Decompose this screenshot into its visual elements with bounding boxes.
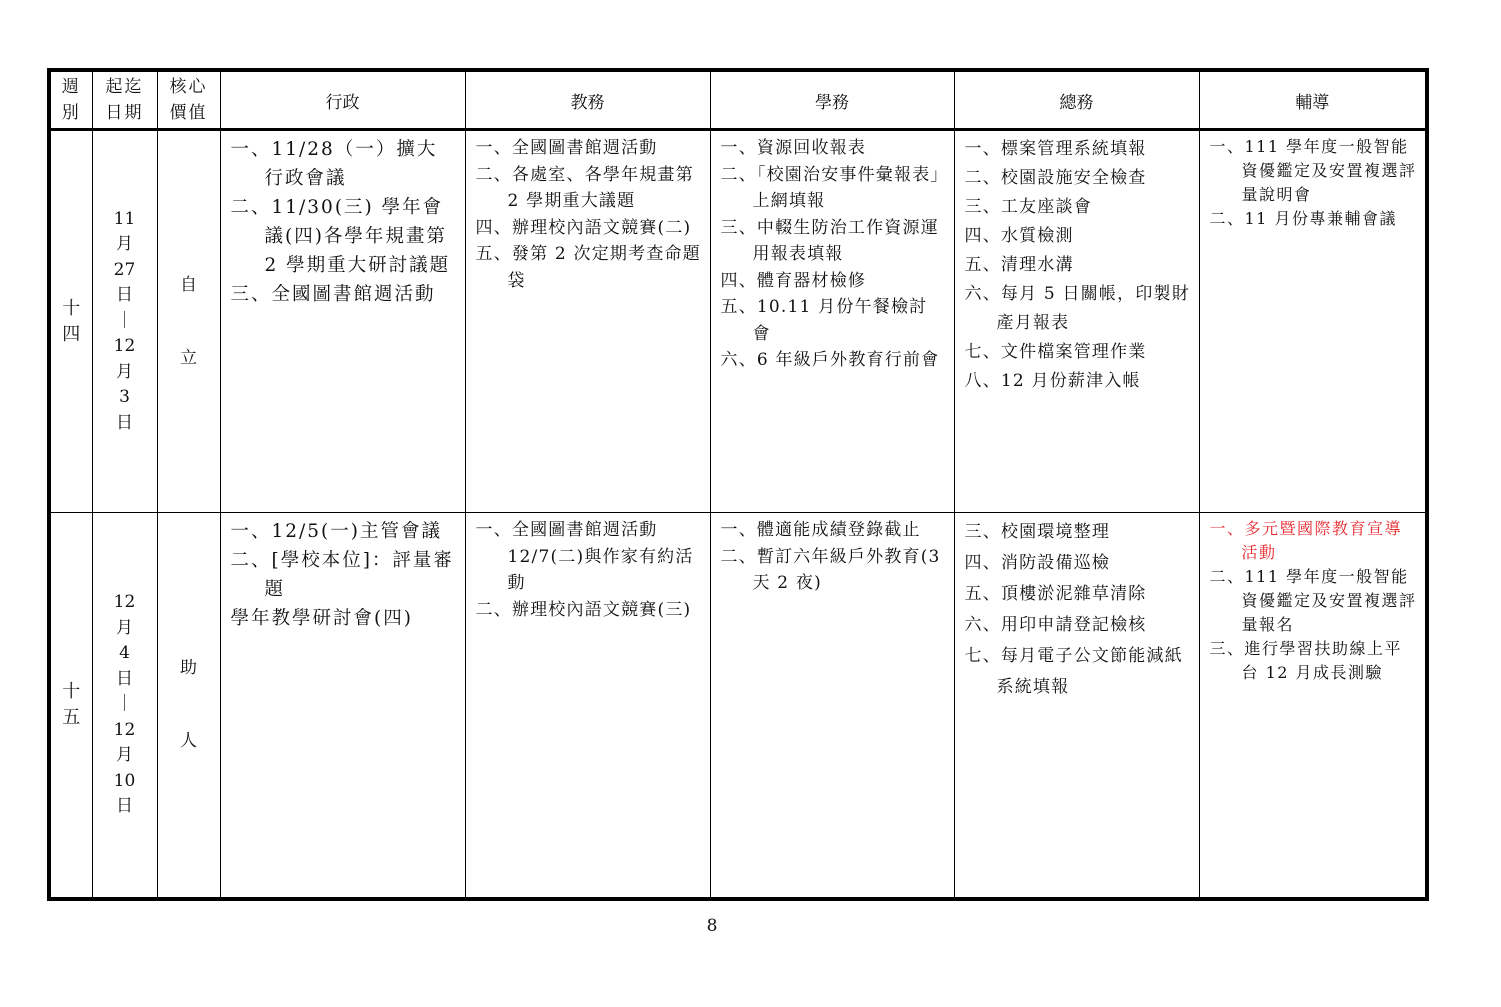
week-row (49, 130, 1427, 513)
core-value-char: 自 (180, 274, 197, 295)
student-item: 五、10.11 月份午餐檢討會 (720, 297, 928, 344)
header-general: 總務 (954, 70, 1199, 130)
week-number (49, 513, 92, 900)
header-week-line: 週 (61, 77, 81, 97)
week-char: 四 (62, 323, 81, 345)
counsel-cell (1199, 130, 1427, 513)
counsel-item: 二、11 月份專兼輔會議 (1209, 209, 1397, 228)
header-core-line: 價值 (169, 103, 208, 123)
general-item: 八、12 月份薪津入帳 (964, 371, 1141, 391)
general-item: 五、清理水溝 (964, 255, 1074, 275)
date-range (92, 513, 157, 900)
core-value (157, 513, 220, 900)
general-item: 七、文件檔案管理作業 (964, 342, 1147, 362)
student-cell (710, 130, 954, 513)
counsel-cell (1199, 513, 1427, 900)
counsel-item: 一、111 學年度一般智能資優鑑定及安置複選評量說明會 (1209, 137, 1417, 204)
date-part: 日 (116, 285, 133, 306)
academic-item: 四、辦理校內語文競賽(二) (475, 217, 692, 238)
general-item: 五、頂樓淤泥雜草清除 (964, 584, 1147, 604)
core-value-char: 助 (180, 658, 197, 678)
counsel-item: 二、111 學年度一般智能資優鑑定及安置複選評量報名 (1209, 567, 1417, 634)
date-part: 日 (116, 796, 133, 817)
header-counsel: 輔導 (1199, 70, 1427, 130)
student-item: 一、體適能成績登錄截止 (720, 520, 921, 540)
academic-item: 一、全國圖書館週活動 (475, 138, 658, 158)
admin-cell (220, 130, 465, 513)
student-item: 三、中輟生防治工作資源運用報表填報 (720, 217, 939, 264)
date-part: ｜ (116, 310, 133, 331)
student-item: 一、資源回收報表 (720, 138, 867, 158)
admin-item: 學年教學研討會(四) (230, 608, 413, 629)
general-cell (954, 513, 1199, 900)
date-part: 12 (113, 719, 136, 740)
week-row (49, 513, 1427, 900)
admin-cell (220, 513, 465, 900)
student-item: 二、「校園治安事件彙報表」上網填報 (720, 164, 941, 211)
date-part: 4 (119, 643, 130, 664)
admin-item: 二、11/30(三) 學年會議(四)各學年規畫第 2 學期重大研討議題 (230, 197, 451, 276)
student-item: 二、暫訂六年級戶外教育(3 天 2 夜) (720, 546, 941, 593)
core-value-char: 立 (180, 347, 197, 368)
date-part: 11 (113, 208, 136, 229)
date-part: 10 (113, 770, 136, 791)
general-item: 六、每月 5 日關帳，印製財產月報表 (964, 284, 1190, 333)
date-range (92, 130, 157, 513)
student-item: 四、體育器材檢修 (720, 270, 867, 291)
date-part: 3 (119, 387, 130, 408)
header-dates (92, 70, 157, 130)
date-part: 日 (116, 668, 133, 689)
admin-item: 二、[學校本位]：評量審題 (230, 550, 454, 600)
general-cell (954, 130, 1199, 513)
header-academic: 教務 (465, 70, 710, 130)
academic-cell (465, 130, 710, 513)
general-item: 一、標案管理系統填報 (964, 139, 1147, 159)
date-part: ｜ (116, 694, 133, 715)
weekly-schedule-table (47, 68, 1429, 901)
header-dates-line: 日期 (105, 103, 144, 123)
date-part: 月 (116, 361, 133, 382)
header-dates-line: 起迄 (105, 77, 144, 97)
week-char: 五 (62, 707, 81, 728)
page-number: 8 (706, 916, 718, 936)
admin-item: 一、11/28（一）擴大行政會議 (230, 139, 438, 189)
general-item: 三、校園環境整理 (964, 522, 1111, 542)
header-week (49, 70, 92, 130)
counsel-item: 一、多元暨國際教育宣導活動 (1209, 519, 1403, 562)
date-part: 12 (113, 592, 136, 613)
header-core-line: 核心 (169, 77, 208, 97)
header-core-value (157, 70, 220, 130)
general-item: 七、每月電子公文節能減紙系統填報 (964, 646, 1183, 697)
date-part: 日 (116, 412, 133, 433)
student-item: 六、6 年級戶外教育行前會 (720, 350, 940, 370)
general-item: 二、校園設施安全檢查 (964, 168, 1147, 188)
header-admin: 行政 (220, 70, 465, 130)
date-part: 月 (116, 617, 133, 638)
date-part: 月 (116, 745, 133, 766)
date-part: 27 (113, 259, 136, 280)
week-char: 十 (62, 681, 81, 702)
core-value-char: 人 (180, 731, 197, 751)
header-week-line: 別 (61, 103, 81, 123)
academic-item: 五、發第 2 次定期考查命題袋 (475, 244, 701, 291)
counsel-item: 三、進行學習扶助線上平台 12 月成長測驗 (1209, 639, 1403, 682)
date-part: 12 (113, 336, 136, 357)
student-cell (710, 513, 954, 900)
general-item: 四、水質檢測 (964, 226, 1074, 246)
week-number (49, 130, 92, 513)
week-char: 十 (62, 297, 81, 319)
general-item: 六、用印申請登記檢核 (964, 615, 1147, 635)
admin-item: 三、全國圖書館週活動 (230, 284, 436, 305)
admin-item: 一、12/5(一)主管會議 (230, 521, 442, 542)
general-item: 四、消防設備巡檢 (964, 553, 1111, 573)
header-row (49, 70, 1427, 130)
academic-item: 二、各處室、各學年規畫第 2 學期重大議題 (475, 164, 694, 211)
core-value (157, 130, 220, 513)
general-item: 三、工友座談會 (964, 197, 1092, 217)
academic-item: 一、全國圖書館週活動 12/7(二)與作家有約活動 (475, 520, 694, 593)
academic-item: 二、辦理校內語文競賽(三) (475, 599, 692, 620)
academic-cell (465, 513, 710, 900)
date-part: 月 (116, 234, 133, 255)
header-student: 學務 (710, 70, 954, 130)
